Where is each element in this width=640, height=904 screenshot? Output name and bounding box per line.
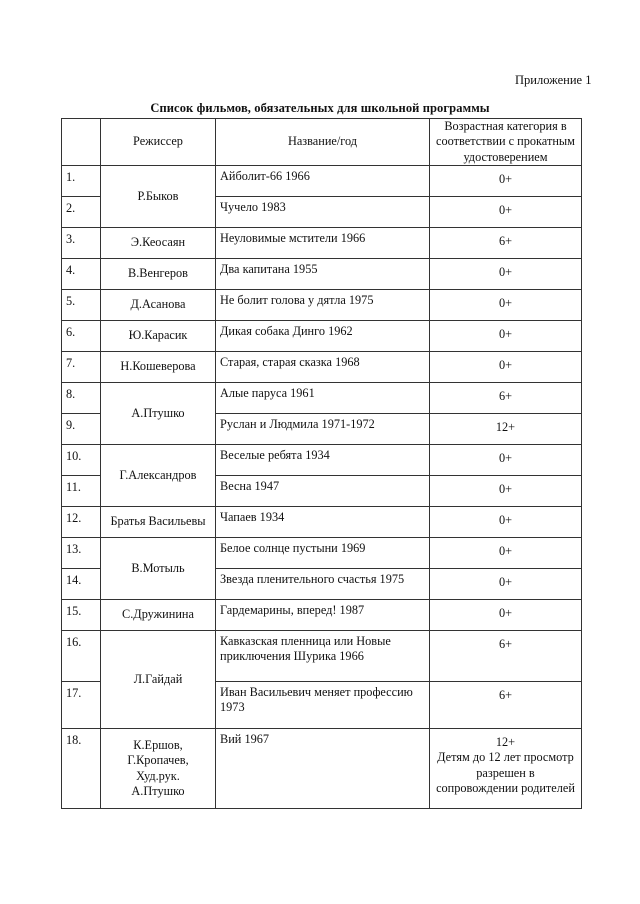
row-film: Иван Васильевич меняет профессию 1973 xyxy=(216,682,430,729)
row-director: С.Дружинина xyxy=(101,600,216,631)
row-film: Дикая собака Динго 1962 xyxy=(216,321,430,352)
row-director: В.Венгеров xyxy=(101,259,216,290)
row-director: В.Мотыль xyxy=(101,538,216,600)
row-age: 6+ xyxy=(430,228,582,259)
table-row xyxy=(62,600,582,631)
row-number: 13. xyxy=(62,538,101,569)
header-director: Режиссер xyxy=(101,119,216,166)
row-age: 0+ xyxy=(430,538,582,569)
row-director: Г.Александров xyxy=(101,445,216,507)
row-age: 0+ xyxy=(430,476,582,507)
row-number: 5. xyxy=(62,290,101,321)
row-number: 10. xyxy=(62,445,101,476)
table-row xyxy=(62,383,582,414)
row-age: 6+ xyxy=(430,631,582,682)
row-director: Р.Быков xyxy=(101,166,216,228)
row-number: 15. xyxy=(62,600,101,631)
row-director: К.Ершов, Г.Кропачев, Худ.рук. А.Птушко xyxy=(101,729,216,809)
row-film: Весна 1947 xyxy=(216,476,430,507)
header-number xyxy=(62,119,101,166)
row-film: Два капитана 1955 xyxy=(216,259,430,290)
row-age: 0+ xyxy=(430,166,582,197)
row-number: 9. xyxy=(62,414,101,445)
table-row xyxy=(62,729,582,809)
row-film: Звезда пленительного счастья 1975 xyxy=(216,569,430,600)
row-number: 4. xyxy=(62,259,101,290)
row-director: Э.Кеосаян xyxy=(101,228,216,259)
row-number: 18. xyxy=(62,729,101,809)
row-film: Айболит-66 1966 xyxy=(216,166,430,197)
row-film: Не болит голова у дятла 1975 xyxy=(216,290,430,321)
row-age: 0+ xyxy=(430,290,582,321)
table-row xyxy=(62,352,582,383)
row-film: Гардемарины, вперед! 1987 xyxy=(216,600,430,631)
header-row xyxy=(62,119,582,166)
header-film: Название/год xyxy=(216,119,430,166)
row-film: Чучело 1983 xyxy=(216,197,430,228)
row-age: 0+ xyxy=(430,197,582,228)
row-age: 12+ xyxy=(430,414,582,445)
row-age: 12+ Детям до 12 лет просмотр разрешен в сопровождении родителей xyxy=(430,729,582,809)
row-number: 17. xyxy=(62,682,101,729)
row-number: 14. xyxy=(62,569,101,600)
row-age: 0+ xyxy=(430,352,582,383)
row-age: 0+ xyxy=(430,569,582,600)
table-row xyxy=(62,321,582,352)
row-number: 7. xyxy=(62,352,101,383)
row-director: Братья Васильевы xyxy=(101,507,216,538)
row-director: Д.Асанова xyxy=(101,290,216,321)
row-number: 12. xyxy=(62,507,101,538)
row-number: 11. xyxy=(62,476,101,507)
row-number: 8. xyxy=(62,383,101,414)
table-row xyxy=(62,631,582,682)
films-table xyxy=(61,118,582,809)
row-number: 1. xyxy=(62,166,101,197)
row-film: Алые паруса 1961 xyxy=(216,383,430,414)
row-film: Белое солнце пустыни 1969 xyxy=(216,538,430,569)
row-film: Старая, старая сказка 1968 xyxy=(216,352,430,383)
row-number: 16. xyxy=(62,631,101,682)
header-age: Возрастная категория в соответствии с прокатным удостоверением xyxy=(430,119,582,166)
row-age: 0+ xyxy=(430,321,582,352)
table-row xyxy=(62,259,582,290)
row-film: Чапаев 1934 xyxy=(216,507,430,538)
row-film: Неуловимые мстители 1966 xyxy=(216,228,430,259)
table-row xyxy=(62,538,582,569)
row-number: 3. xyxy=(62,228,101,259)
table-row xyxy=(62,507,582,538)
table-row xyxy=(62,166,582,197)
row-director: Л.Гайдай xyxy=(101,631,216,729)
appendix-label: Приложение 1 xyxy=(515,73,592,87)
row-director: Н.Кошеверова xyxy=(101,352,216,383)
row-age: 0+ xyxy=(430,445,582,476)
row-film: Кавказская пленница или Новые приключения Шурика 1966 xyxy=(216,631,430,682)
table-row xyxy=(62,228,582,259)
row-film: Руслан и Людмила 1971-1972 xyxy=(216,414,430,445)
row-director: А.Птушко xyxy=(101,383,216,445)
row-film: Веселые ребята 1934 xyxy=(216,445,430,476)
document-title: Список фильмов, обязательных для школьной программы xyxy=(150,101,490,115)
table-row xyxy=(62,445,582,476)
row-director: Ю.Карасик xyxy=(101,321,216,352)
table-row xyxy=(62,290,582,321)
row-age: 6+ xyxy=(430,383,582,414)
row-age: 0+ xyxy=(430,507,582,538)
row-age: 6+ xyxy=(430,682,582,729)
row-age: 0+ xyxy=(430,259,582,290)
row-age: 0+ xyxy=(430,600,582,631)
row-number: 2. xyxy=(62,197,101,228)
row-film: Вий 1967 xyxy=(216,729,430,809)
row-number: 6. xyxy=(62,321,101,352)
